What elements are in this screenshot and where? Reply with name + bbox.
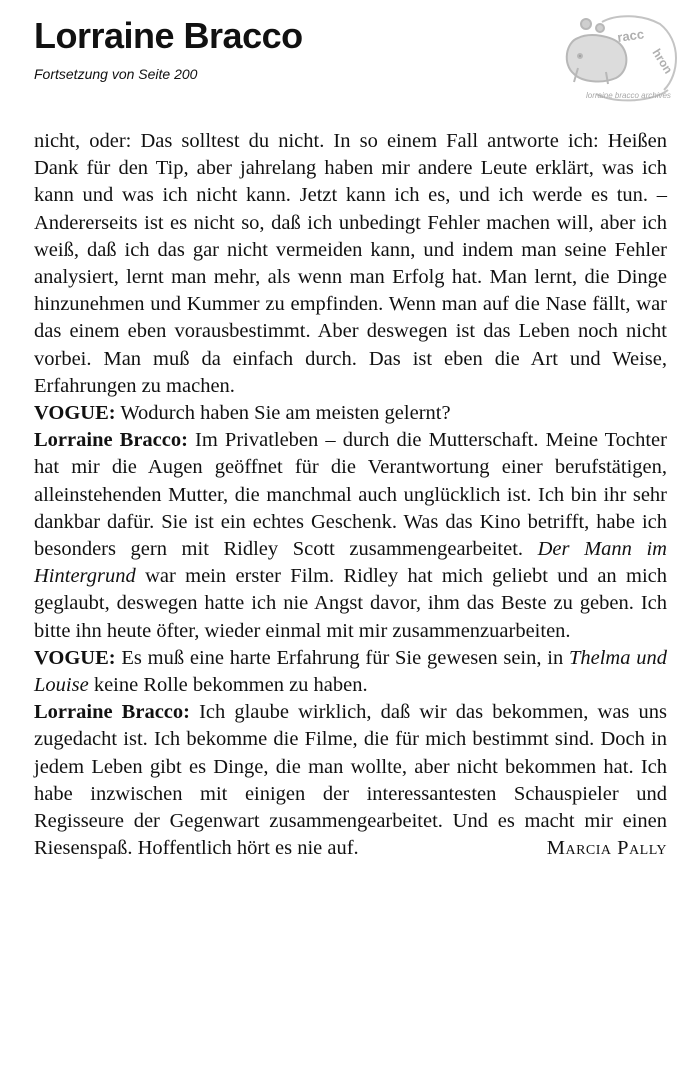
header [34,14,303,82]
question-text: Es muß eine harte Erfahrung für Sie gewesen sein, in [115,646,569,669]
answer-text: Ich glaube wirklich, daß wir das bekommen, was uns zugedacht ist. Ich bekomme die Filme, die für mich bestimmt sind. Doch in jedem Leben gibt es Dinge, die man wollte, aber nicht bekommen hat. Ich habe inzwischen mit einigen der interessantesten Schauspieler und Regisseure der Gegenwart zusammengearbeitet. Und es macht mir einen Riesenspaß. Hoffentlich hört es nie auf. [34,701,667,860]
interview-question [34,400,667,427]
speaker-label: Lorraine Bracco: [34,429,188,452]
page-title: Lorraine Bracco [34,15,303,56]
film-title: Thelma und Louise [34,646,668,697]
svg-text:hron: hron [649,46,676,77]
film-title: Der Mann im Hintergrund [34,538,667,588]
interview-answer [34,427,667,645]
question-text: keine Rolle bekommen zu haben. [88,674,368,697]
pig-icon [556,8,686,108]
speaker-label: VOGUE: [34,646,116,669]
watermark-logo [556,8,686,108]
continued-from-label: Fortsetzung von Seite 200 [34,66,198,82]
answer-text: war mein erster Film. Ridley hat mich geliebt und an mich geglaubt, deswegen hatte ich nie Angst davor, ihm das Beste zu geben. Ich bitte ihn heute öfter, wieder einmal mit mir zusammenzuarbeiten. [34,565,667,642]
question-text: Wodurch haben Sie am meisten gelernt? [115,402,451,425]
interview-question [34,645,667,699]
paragraph: nicht, oder: Das solltest du nicht. In so einem Fall antworte ich: Heißen Dank für den Tip, aber jahrelang haben mir andere Leute erklärt, was ich kann und was ich nicht kann. Jetzt kann ich es, und ich werde es tun. – Andererseits ist es nicht so, daß ich unbedingt Fehler machen will, aber ich weiß, daß ich das gar nicht vermeiden kann, und indem man seine Fehler analysiert, lernt man mehr, als wenn man Erfolg hat. Man lernt, die Dinge hinzunehmen und Kummer zu empfinden. Wenn man auf die Nase fällt, war das einem eben vorausbestimmt. Aber deswegen ist das Leben noch nicht vorbei. Man muß da einfach durch. Das ist eben die Art und Weise, Erfahrungen zu machen. [34,130,667,397]
interview-answer [34,699,667,862]
answer-text: Im Privatleben – durch die Mutterschaft. Meine Tochter hat mir die Augen geöffnet für die Verantwortung einer berufstätigen, alleinstehenden Mutter, die manchmal auch unglücklich ist. Ich bin ihr sehr dankbar dafür. Sie ist ein echtes Geschenk. Was das Kino betrifft, habe ich besonders gern mit Ridley Scott zusammengearbeitet. [34,429,667,561]
article-body [34,128,667,862]
speaker-label: Lorraine Bracco: [34,701,190,724]
speaker-label: VOGUE: [34,402,116,425]
svg-text:racc: racc [616,26,645,45]
author-signature: Marcia Pally [546,837,667,860]
logo-tagline: lorraine bracco archives [586,91,671,100]
